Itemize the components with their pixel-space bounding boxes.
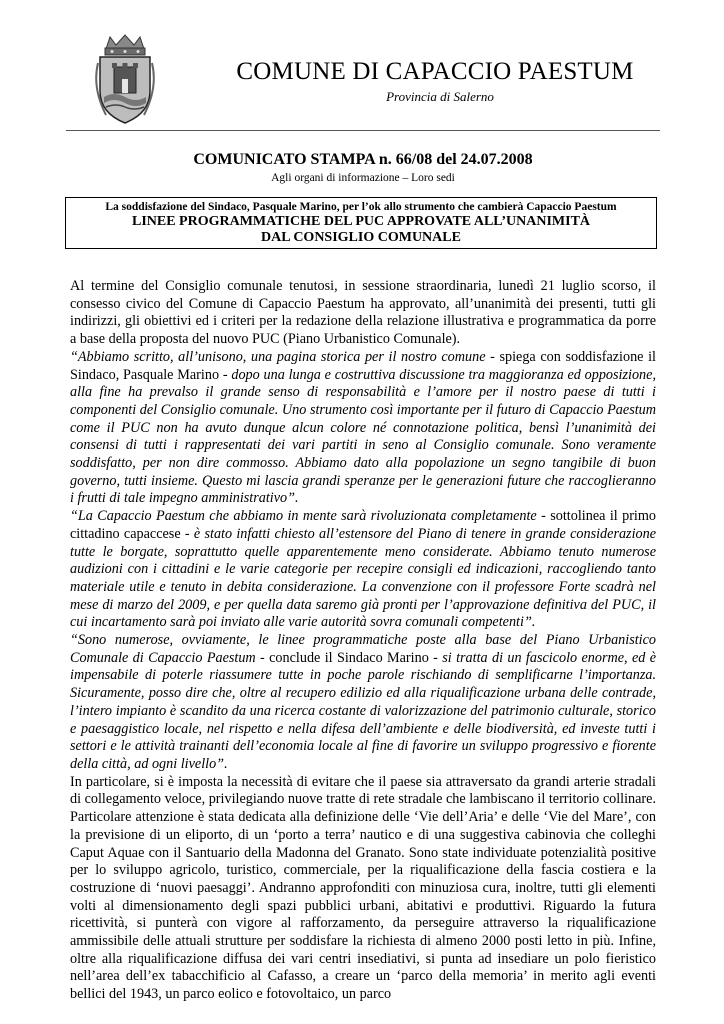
headline-line-2: DAL CONSIGLIO COMUNALE <box>261 230 461 245</box>
header-divider <box>66 130 660 131</box>
quote-attribution: - sottolinea il primo cittadino capaccese - <box>70 508 656 542</box>
paragraph-mayor-quote-2 <box>70 508 656 632</box>
quote-attribution: - spiega con soddisfazione il Sindaco, Pasquale Marino - <box>70 348 656 383</box>
municipality-title: COMUNE DI CAPACCIO PAESTUM <box>236 58 634 85</box>
quote-text: si tratta di un fascicolo enorme, ed è impensabile di poterle riassumere tutte in poche parole rischiando di semplificarne l’importanza. Sicuramente, posso dire che, oltre al recupero edilizio ed alla riqualificazione urbana delle contrade, l’intero impianto è scandito da una ricerca costante di valorizzazione del patrimonio culturale, storico e paesaggistico locale, nel rispetto e nella difesa dell’ambiente e delle biodiversità, ed investe tutti i settori e le attività trainanti dell’economia locale al fine di favorire un sviluppo progressivo e fiorente della città, ad ogni livello”. <box>70 649 657 772</box>
municipal-crest-icon <box>92 33 158 125</box>
quote-text: è stato infatti chiesto all’estensore del Piano di tenere in grande considerazione tutte le borgate, soprattutto quelle apparentemente meno considerate. Abbiamo tenuto numerose audizioni con i cittadini e le varie categorie per recepire consigli ed indicazioni, raccogliendo tanto materiale utile e tenuto in debita considerazione. La convenzione con il professore Forte scadrà nel mese di marzo del 2009, e per quella data saremo già pronti per l’approvazione definitiva del PUC, il cui incartamento sarà poi inviato alle varie autorità sovra comunali competenti”. <box>70 525 657 631</box>
province-subtitle: Provincia di Salerno <box>386 89 494 104</box>
article-body <box>70 278 656 1004</box>
press-release-heading: COMUNICATO STAMPA n. 66/08 del 24.07.2008 <box>193 151 533 168</box>
headline-kicker: La soddisfazione del Sindaco, Pasquale Marino, per l’ok allo strumento che cambierà Capaccio Paestum <box>105 201 617 213</box>
paragraph-intro: Al termine del Consiglio comunale tenutosi, in sessione straordinaria, lunedì 21 luglio scorso, il consesso civico del Comune di Capaccio Paestum ha approvato, all’unanimità dei presenti, tutti gli indirizzi, gli obiettivi ed i criteri per la redazione della relazione illustrativa e programmatica da porre a base della proposta del nuovo PUC (Piano Urbanistico Comunale). <box>70 278 656 348</box>
quote-text: “La Capaccio Paestum che abbiamo in mente sarà rivoluzionata completamente <box>70 508 537 525</box>
headline-line-1: LINEE PROGRAMMATICHE DEL PUC APPROVATE ALL’UNANIMITÀ <box>131 214 591 229</box>
press-release-recipients: Agli organi di informazione – Loro sedi <box>271 172 455 184</box>
quote-attribution: - conclude il Sindaco Marino - <box>255 649 443 666</box>
quote-text: “Sono numerose, ovviamente, le linee programmatiche poste alla base del Piano Urbanistico Comunale di Capaccio Paestum <box>70 632 656 666</box>
quote-text: “Abbiamo scritto, all’unisono, una pagina storica per il nostro comune <box>70 348 486 365</box>
quote-text: dopo una lunga e costruttiva discussione tra maggioranza ed opposizione, alla fine ha prevalso il grande senso di responsabilità e l’amore per il nostro paese di tutti i componenti del Consiglio comunale. Uno strumento così importante per il futuro di Capaccio Paestum come il PUC non ha avuto dunque alcun colore né connotazione politica, bensì l’unanimità dei consensi di tutti i rappresentati dei vari partiti in seno al Consiglio comunale. Sono veramente soddisfatto, per non dire commosso. Abbiamo dato alla popolazione un segno tangibile di buon governo, tutti insieme. Questo mi lascia grandi speranze per le generazioni future che raccoglieranno i frutti di tale impegno amministrativo”. <box>70 366 656 507</box>
paragraph-details: In particolare, si è imposta la necessità di evitare che il paese sia attraversato da grandi arterie stradali di collegamento veloce, privilegiando nuove tratte di rete stradale che lambiscano il territorio collinare. Particolare attenzione è stata dedicata alla definizione delle ‘Vie dell’Aria’ e delle ‘Vie del Mare’, con la previsione di un eliporto, di un ‘porto a terra’ nautico e di una suggestiva cabinovia che colleghi Caput Aquae con il Santuario della Madonna del Granato. Sono state individuate potenzialità positive per lo sviluppo agricolo, turistico, commerciale, per la riqualificazione della fascia costiera e la costruzione di ‘nuovi paesaggi’. Andranno approfonditi con minuziosa cura, inoltre, tutti gli elementi volti al dimensionamento degli spazi pubblici urbani, abitativi e produttivi. Riguardo la futura ricettività, si punterà con vigore al rafforzamento, da perseguire attraverso la riqualificazione ammissibile delle attuali strutture per soddisfare la richiesta di almeno 2000 posti letto in più. Infine, oltre alla riqualificazione diffusa dei vari centri insediativi, si punta ad insediare un polo fieristico nell’area dell’ex tabacchificio al Cafasso, a creare un ‘parco della memoria’ in merito agli eventi bellici del 1943, un parco eolico e fotovoltaico, un parco <box>70 773 656 1003</box>
headline-box <box>65 197 657 249</box>
paragraph-mayor-quote-1 <box>70 349 656 508</box>
paragraph-mayor-quote-3 <box>70 632 656 774</box>
